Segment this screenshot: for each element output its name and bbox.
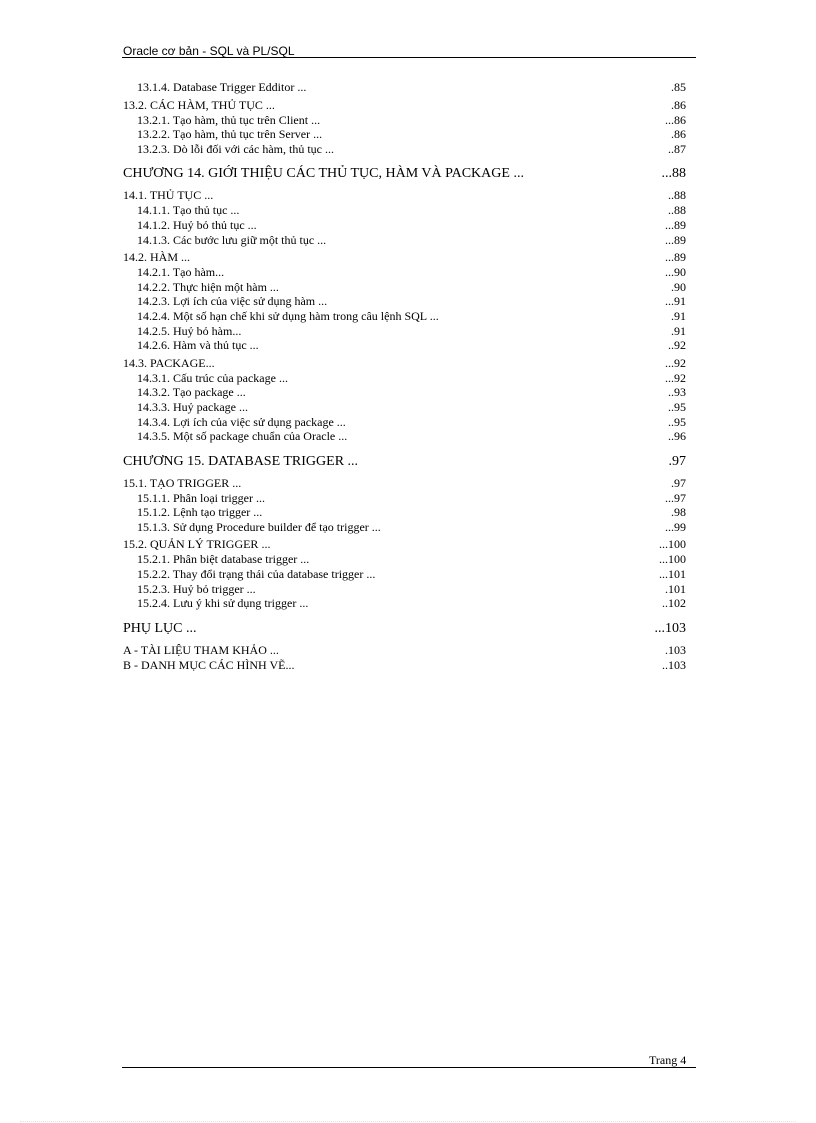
toc-entry-page: ..103 <box>662 657 686 672</box>
toc-subsection-entry[interactable] <box>123 294 686 309</box>
toc-section-entry[interactable] <box>123 537 686 552</box>
toc-chapter-entry[interactable] <box>123 451 686 473</box>
toc-entry-title: CHƯƠNG 15. DATABASE TRIGGER ... <box>123 453 359 469</box>
toc-subsection-entry[interactable] <box>123 429 686 444</box>
toc-entry-title: 15.1. TẠO TRIGGER ... <box>123 475 242 490</box>
toc-entry-title: 14.1. THỦ TỤC ... <box>123 188 214 203</box>
toc-entry-page: ...99 <box>665 519 686 534</box>
toc-entry-page: ..93 <box>668 385 686 400</box>
toc-entry-page: ..102 <box>662 596 686 611</box>
toc-entry-page: ..88 <box>668 188 686 203</box>
toc-entry-page: .98 <box>671 505 686 520</box>
toc-entry-page: ...92 <box>665 355 686 370</box>
toc-entry-title: 14.2.6. Hàm và thủ tục ... <box>137 338 259 353</box>
toc-entry-page: ...89 <box>665 232 686 247</box>
toc-entry-page: ...91 <box>665 294 686 309</box>
toc-entry-page: ...97 <box>665 490 686 505</box>
toc-entry-page: .97 <box>668 453 686 469</box>
toc-section-entry[interactable] <box>123 98 686 113</box>
toc-entry-title: 14.2.5. Huỷ bỏ hàm... <box>137 323 242 338</box>
toc-subsection-entry[interactable] <box>123 113 686 128</box>
toc-entry-page: ..87 <box>668 141 686 156</box>
toc-entry-title: CHƯƠNG 14. GIỚI THIỆU CÁC THỦ TỤC, HÀM VÀ PACKAGE ... <box>123 166 524 182</box>
toc-entry-page: ...89 <box>665 217 686 232</box>
toc-entry-title: 15.2.2. Thay đổi trạng thái của database trigger ... <box>137 567 376 582</box>
toc-entry-page: ...92 <box>665 370 686 385</box>
toc-entry-title: 14.3.4. Lợi ích của việc sử dụng package ... <box>137 414 346 429</box>
toc-entry-page: .103 <box>665 642 686 657</box>
toc-entry-title: 15.1.3. Sử dụng Procedure builder để tạo trigger ... <box>137 519 381 534</box>
toc-entry-title: 14.3.5. Một số package chuẩn của Oracle ... <box>137 429 348 444</box>
toc-entry-title: 14.2.2. Thực hiện một hàm ... <box>137 279 279 294</box>
header-rule <box>122 57 696 58</box>
toc-entry-title: 14.3.3. Huỷ package ... <box>137 399 248 414</box>
toc-subsection-entry[interactable] <box>123 520 686 535</box>
toc-entry-page: .91 <box>671 323 686 338</box>
toc-entry-page: ...90 <box>665 265 686 280</box>
toc-entry-page: .91 <box>671 308 686 323</box>
toc-entry-title: 13.2.1. Tạo hàm, thủ tục trên Client ... <box>137 112 321 127</box>
toc-entry-title: 13.2. CÁC HÀM, THỦ TỤC ... <box>123 97 275 112</box>
toc-subsection-entry[interactable] <box>123 324 686 339</box>
toc-entry-title: 13.2.2. Tạo hàm, thủ tục trên Server ... <box>137 127 323 142</box>
toc-entry-title: 14.3.1. Cấu trúc của package ... <box>137 370 288 385</box>
toc-entry-page: ...88 <box>661 166 686 182</box>
toc-entry-title: 14.1.1. Tạo thủ tục ... <box>137 203 240 218</box>
toc-entry-page: .85 <box>671 80 686 94</box>
toc-section-entry[interactable] <box>123 250 686 265</box>
toc-subsection-entry[interactable] <box>123 596 686 611</box>
toc-entry-page: ..95 <box>668 414 686 429</box>
toc-entry-title: 14.2.3. Lợi ích của việc sử dụng hàm ... <box>137 294 328 309</box>
toc-subsection-entry[interactable] <box>123 371 686 386</box>
toc-entry-page: .86 <box>671 97 686 112</box>
toc-entry-title: 15.2.4. Lưu ý khi sử dụng trigger ... <box>137 596 309 611</box>
toc-entry-title: 15.1.1. Phân loại trigger ... <box>137 490 265 505</box>
toc-entry-title: 15.2.3. Huỷ bỏ trigger ... <box>137 581 256 596</box>
toc-section-entry[interactable] <box>123 643 686 658</box>
toc-subsection-entry[interactable] <box>123 280 686 295</box>
toc-entry-page: ...86 <box>665 112 686 127</box>
table-of-contents <box>123 80 686 673</box>
footer-rule <box>122 1067 696 1068</box>
toc-entry-title: 14.1.2. Huỷ bỏ thủ tục ... <box>137 217 257 232</box>
toc-subsection-entry[interactable] <box>123 218 686 233</box>
toc-entry-title: 13.1.4. Database Trigger Edditor ... <box>137 80 307 94</box>
toc-entry-page: ..92 <box>668 338 686 353</box>
toc-subsection-entry[interactable] <box>123 400 686 415</box>
toc-subsection-entry[interactable] <box>123 203 686 218</box>
toc-chapter-entry[interactable] <box>123 618 686 640</box>
toc-entry-page: .97 <box>671 475 686 490</box>
toc-entry-title: 14.1.3. Các bước lưu giữ một thủ tục ... <box>137 232 327 247</box>
toc-subsection-entry[interactable] <box>123 309 686 324</box>
toc-entry-title: 14.3.2. Tạo package ... <box>137 385 246 400</box>
toc-entry-title: 15.1.2. Lệnh tạo trigger ... <box>137 505 263 520</box>
toc-section-entry[interactable] <box>123 658 686 673</box>
toc-entry-title: 15.2.1. Phân biệt database trigger ... <box>137 552 310 567</box>
toc-entry-page: ..96 <box>668 429 686 444</box>
toc-section-entry[interactable] <box>123 356 686 371</box>
toc-entry-title: 13.2.3. Dò lỗi đối với các hàm, thủ tục ... <box>137 141 334 156</box>
toc-entry-title: 14.2.4. Một số hạn chế khi sử dụng hàm trong câu lệnh SQL ... <box>137 308 439 323</box>
toc-subsection-entry[interactable] <box>123 552 686 567</box>
toc-entry-page: .86 <box>671 127 686 142</box>
toc-entry-title: A - TÀI LIỆU THAM KHẢO ... <box>123 642 279 657</box>
toc-entry-page: .101 <box>665 581 686 596</box>
toc-subsection-entry[interactable] <box>123 415 686 430</box>
toc-entry-page: ..88 <box>668 203 686 218</box>
page-edge-divider <box>20 1121 796 1122</box>
toc-entry-title: 15.2. QUẢN LÝ TRIGGER ... <box>123 537 271 552</box>
toc-entry-page: ..95 <box>668 399 686 414</box>
toc-subsection-entry[interactable] <box>123 567 686 582</box>
toc-entry-title: 14.2.1. Tạo hàm... <box>137 265 225 280</box>
toc-entry-page: ...101 <box>659 567 686 582</box>
toc-entry-page: ...103 <box>654 620 686 636</box>
toc-subsection-entry[interactable] <box>123 233 686 248</box>
toc-subsection-entry[interactable] <box>123 505 686 520</box>
toc-entry-page: ...100 <box>659 552 686 567</box>
toc-subsection-entry[interactable] <box>123 385 686 400</box>
toc-section-entry[interactable] <box>123 476 686 491</box>
toc-chapter-entry[interactable] <box>123 163 686 185</box>
toc-subsection-entry[interactable] <box>123 80 686 95</box>
toc-subsection-entry[interactable] <box>123 265 686 280</box>
toc-entry-page: ...100 <box>659 537 686 552</box>
toc-entry-page: .90 <box>671 279 686 294</box>
toc-subsection-entry[interactable] <box>123 582 686 597</box>
toc-entry-page: ...89 <box>665 250 686 265</box>
toc-subsection-entry[interactable] <box>123 127 686 142</box>
toc-entry-title: 14.3. PACKAGE... <box>123 355 215 370</box>
toc-subsection-entry[interactable] <box>123 142 686 157</box>
toc-subsection-entry[interactable] <box>123 338 686 353</box>
page-number: Trang 4 <box>649 1053 687 1067</box>
running-header-title: Oracle cơ bản - SQL và PL/SQL <box>123 44 295 58</box>
toc-entry-title: 14.2. HÀM ... <box>123 250 191 265</box>
toc-section-entry[interactable] <box>123 188 686 203</box>
toc-subsection-entry[interactable] <box>123 491 686 506</box>
toc-entry-title: PHỤ LỤC ... <box>123 620 197 636</box>
toc-entry-title: B - DANH MỤC CÁC HÌNH VẼ... <box>123 657 295 672</box>
